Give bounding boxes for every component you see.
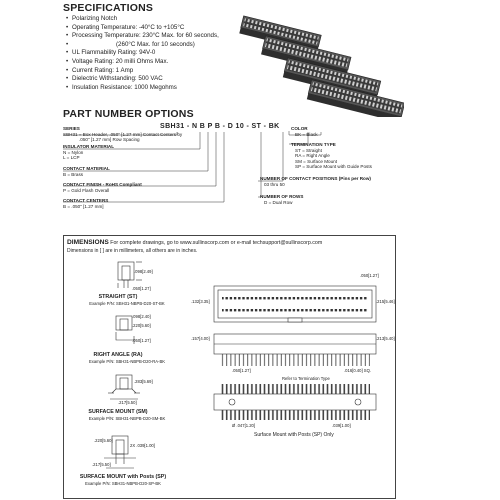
dim-pitch: .050[1.27] — [232, 368, 251, 373]
option-label: NUMBER OF CONTACT POSITIONS (Pins per Row) — [260, 176, 371, 181]
product-photo — [232, 5, 404, 117]
dim-label: .098[2.49] — [134, 269, 153, 274]
figure-caption: SURFACE MOUNT (SM) — [88, 409, 148, 415]
dim-post-dia: Ø .047[1.20] — [232, 423, 256, 428]
option-label: TERMINATION TYPE — [291, 142, 336, 147]
spec-item: • Dielectric Withstanding: 500 VAC — [66, 75, 219, 84]
right-angle-drawing — [72, 314, 164, 350]
option-value: SM = Surface Mount — [295, 158, 338, 164]
dim-side-left: .157[4.00] — [191, 336, 210, 341]
dim-label: .283[5.69] — [134, 379, 153, 384]
surface-mount-posts-drawing — [68, 432, 168, 472]
dim-label: .217[5.50] — [92, 462, 111, 467]
figure-right-angle — [72, 314, 164, 366]
option-label: COLOR — [291, 126, 308, 131]
specifications-title: SPECIFICATIONS — [63, 2, 154, 14]
bottom-view-drawing — [212, 382, 392, 424]
option-label: CONTACT CENTERS — [63, 198, 109, 203]
option-value: B = .050" [1.27 mm] — [63, 203, 104, 209]
option-label: NUMBER OF ROWS — [260, 194, 304, 199]
option-value: B = Brass — [63, 171, 84, 177]
dim-pin: .016[0.40] SQ. — [344, 368, 372, 373]
spec-item: • Current Rating: 1 Amp — [66, 67, 219, 76]
dimensions-title-rest: For complete drawings, go to www.sullinscorp.com or e-mail techsupport@sullinscorp.com — [108, 240, 323, 246]
figure-straight — [72, 258, 164, 310]
part-number-title: PART NUMBER OPTIONS — [63, 108, 194, 120]
spec-item: • Voltage Rating: 20 milli Ohms Max. — [66, 58, 219, 67]
spec-item: • Operating Temperature: -40°C to +105°C — [66, 24, 219, 33]
figure-example: Example P/N: SBH31-NBPB-D20-SM-BK — [88, 416, 166, 421]
figure-surface-mount-posts — [68, 432, 168, 492]
figure-caption: STRAIGHT (ST) — [98, 294, 138, 300]
option-value: D = Dual Row — [264, 199, 293, 205]
dimensions-title-label: DIMENSIONS — [67, 239, 109, 246]
part-number-code: SBH31 - N B P B - D 10 - ST - BK — [160, 123, 280, 130]
spec-item: • Polarizing Notch — [66, 15, 219, 24]
dim-left-height: .132[3.35] — [191, 299, 210, 304]
option-label: CONTACT FINISH - RoHS Compliant — [63, 182, 142, 187]
dim-label: .217[5.50] — [118, 400, 137, 405]
dim-note: Refer to Termination Type — [282, 376, 330, 381]
figure-example: Example P/N: SBH31-NBPB-D20-RA-BK — [88, 359, 166, 364]
option-value: SBH31 = Box Header, .050" [1.27 mm] Contact Centers by — [63, 131, 183, 137]
option-value: ST = Straight — [295, 147, 322, 153]
option-value: L = LCP — [63, 155, 80, 161]
dim-side-right: .213[5.40] — [376, 336, 395, 341]
part-options-right — [291, 126, 372, 172]
figure-example: Example P/N: SBH31-NBPB-D20-SP-BK — [85, 481, 161, 486]
option-label: SERIES — [63, 126, 80, 131]
option-value: BK = Black — [295, 131, 318, 137]
part-options-left — [63, 126, 182, 212]
spec-item: • Processing Temperature: 230°C Max. for 60 seconds, — [66, 32, 219, 41]
dim-label: 2X .039[1.00] — [130, 443, 155, 448]
part-options-right-lower — [260, 176, 371, 208]
dim-top-right: .050[1.27] — [360, 273, 379, 278]
spec-item: • (260°C Max. for 10 seconds) — [66, 41, 219, 50]
spec-item: • Insulation Resistance: 1000 Megohms — [66, 84, 219, 93]
spec-item: • UL Flammability Rating: 94V-0 — [66, 49, 219, 58]
option-label: INSULATOR MATERIAL — [63, 144, 115, 149]
top-view-drawing — [212, 278, 392, 330]
dimensions-panel — [63, 235, 396, 499]
figure-surface-mount — [72, 373, 164, 425]
option-value: SP = Surface Mount with Guide Posts — [295, 164, 372, 170]
option-value: RA = Right Angle — [295, 153, 330, 159]
bottom-caption: Surface Mount with Posts (SP) Only — [254, 432, 334, 438]
dim-right-height: .215[5.46] — [376, 299, 395, 304]
option-label: CONTACT MATERIAL — [63, 166, 110, 171]
dim-post-gap: .039[1.00] — [332, 423, 351, 428]
dim-label: .098[2.40] — [132, 314, 151, 319]
dimensions-title — [67, 239, 322, 246]
option-value: P = Gold Flash Overall — [63, 187, 110, 193]
dim-label: .050[1.27] — [132, 286, 151, 291]
figure-caption: SURFACE MOUNT with Posts (SP) — [79, 474, 167, 480]
option-value: .050" [1.27 mm] Row Spacing — [79, 137, 140, 143]
dim-label: .220[5.60] — [132, 323, 151, 328]
figure-example: Example P/N: SBH31-NBPB-D20-ST-BK — [89, 301, 165, 306]
dim-label: .220[5.60] — [94, 438, 113, 443]
dim-label: .050[1.27] — [132, 338, 151, 343]
dimensions-subtitle: Dimensions in [ ] are in millimeters, all others are in inches. — [67, 248, 198, 254]
specifications-list — [66, 15, 219, 92]
option-value: 03 thru 50 — [264, 181, 285, 187]
figure-caption: RIGHT ANGLE (RA) — [93, 352, 143, 358]
option-value: N = Nylon — [63, 149, 84, 155]
